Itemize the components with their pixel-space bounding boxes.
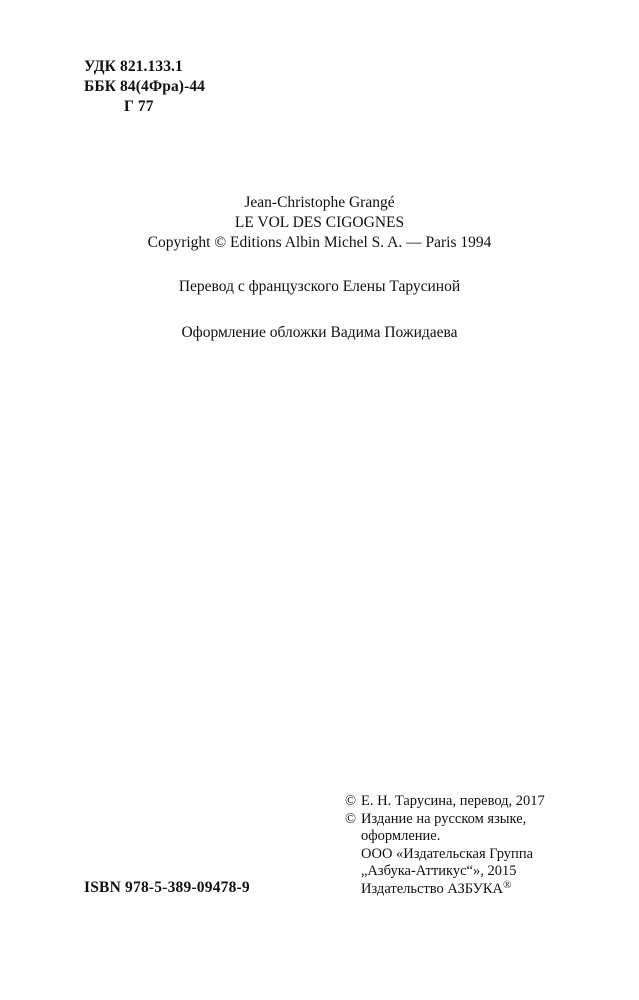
publisher-name-cont: „Азбука-Аттикус“», 2015 — [361, 863, 517, 880]
copyright-notices — [345, 793, 545, 899]
catalog-codes — [84, 57, 205, 117]
cover-design-credit: Оформление обложки Вадима Пожидаева — [181, 324, 458, 341]
copyright-symbol: © — [345, 810, 357, 827]
bbk-code: ББК 84(4Фра)-44 — [84, 78, 206, 95]
isbn: ISBN 978-5-389-09478-9 — [84, 879, 250, 896]
edition-copyright — [345, 811, 545, 829]
imprint — [345, 878, 545, 899]
original-title: LE VOL DES CIGOGNES — [234, 214, 405, 231]
translation-copyright — [345, 793, 545, 811]
copyright-symbol: © — [345, 793, 357, 809]
author-mark: Г 77 — [124, 98, 154, 115]
udk-code: УДК 821.133.1 — [84, 58, 183, 75]
original-author: Jean-Christophe Grangé — [244, 194, 395, 211]
translation-copyright-text: Е. Н. Тарусина, перевод, 2017 — [361, 793, 545, 809]
original-copyright: Copyright © Editions Albin Michel S. A. — Paris 1994 — [147, 234, 492, 251]
original-edition-info — [0, 193, 639, 253]
imprint-name: Издательство АЗБУКА — [361, 880, 503, 897]
registered-mark: ® — [503, 878, 512, 891]
translation-credit: Перевод с французского Елены Тарусиной — [178, 278, 461, 295]
publisher-name: ООО «Издательская Группа — [361, 845, 534, 862]
edition-copyright-text: Издание на русском языке, — [361, 810, 527, 827]
edition-copyright-cont: оформление. — [361, 828, 441, 845]
